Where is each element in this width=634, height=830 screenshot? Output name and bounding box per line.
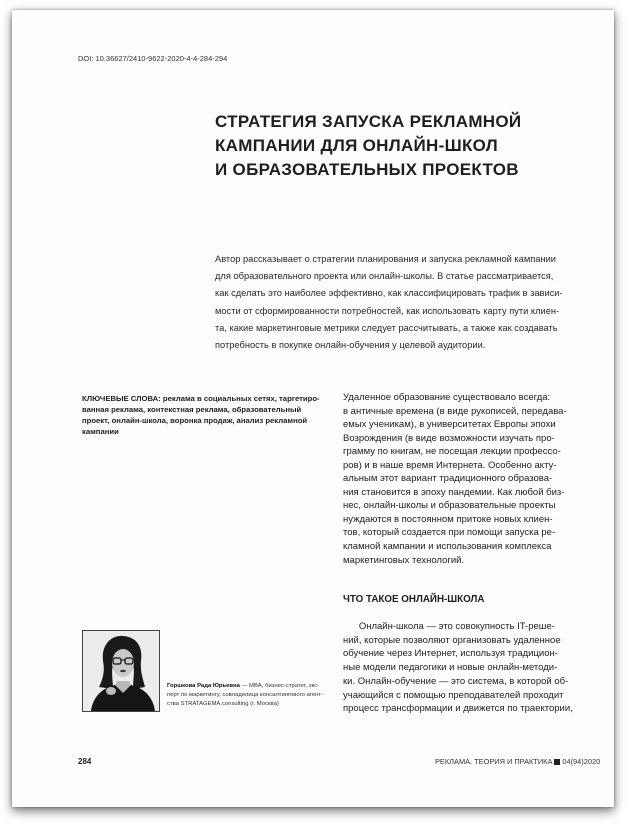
author-bio: ства STRATAGEMA.consulting (г. Москва) xyxy=(167,701,279,707)
author-name: Горшкова Рада Юрьевна xyxy=(167,683,240,689)
intro-paragraph xyxy=(343,391,593,567)
abstract-line: Автор рассказывает о стратегии планирования и запуска рекламной кампании xyxy=(215,254,556,264)
title-line: И ОБРАЗОВАТЕЛЬНЫХ ПРОЕКТОВ xyxy=(215,160,519,179)
body-line: тов, который создается при помощи запуска ре- xyxy=(343,527,556,539)
body-line: ки. Онлайн-обучение — это система, в которой об- xyxy=(343,675,569,687)
abstract-line: та, какие маркетинговые метрики следует рассчитывать, а также как создавать xyxy=(215,322,558,333)
body-line: альным этот вариант традиционного образова- xyxy=(343,473,553,485)
journal-page xyxy=(12,10,614,807)
issue-number: 04(94)2020 xyxy=(562,757,601,766)
body-line: емых ученикам), в университетах Европы эпохи xyxy=(343,419,556,431)
body-line: кламной кампании и использования комплекса xyxy=(343,541,552,553)
page-number: 284 xyxy=(78,757,92,766)
keywords-line: проект, онлайн-школа, воронка продаж, анализ рекламной xyxy=(82,416,308,425)
keywords-line: кампании xyxy=(82,427,119,436)
body-line: ров) и в наше время Интернета. Особенно акту- xyxy=(343,459,557,471)
body-line: нес, онлайн-школы и образовательные проекты xyxy=(343,500,556,512)
square-bullet-icon xyxy=(554,759,560,765)
running-footer xyxy=(435,757,600,766)
body-line: маркетинговых технологий. xyxy=(343,554,465,566)
title-line: КАМПАНИИ ДЛЯ ОНЛАЙН-ШКОЛ xyxy=(215,136,498,155)
keywords xyxy=(82,393,322,437)
body-line: грамму по книгам, не посещая лекции профессо- xyxy=(343,446,561,458)
body-line: Удаленное образование существовало всегда: xyxy=(343,392,551,403)
body-line: ные модели педагогики и новые онлайн-методи- xyxy=(343,662,558,674)
doi: DOI: 10.36627/2410-9622-2020-4-4-284-294 xyxy=(78,54,228,63)
body-line: ния становится в эпоху пандемии. Как любой биз- xyxy=(343,486,565,498)
abstract xyxy=(215,251,583,354)
abstract-line: мости от сформированности потребностей, как использовать карту пути клиен- xyxy=(215,305,560,316)
title-line: СТРАТЕГИЯ ЗАПУСКА РЕКЛАМНОЙ xyxy=(215,112,522,131)
author-bio: — MBA, бизнес-стратег, экс- xyxy=(239,683,320,689)
body-line: обучение через Интернет, используя традицион- xyxy=(343,648,558,660)
keywords-line: ванная реклама, контекстная реклама, образовательный xyxy=(82,405,302,414)
body-line: ний, которые позволяют организовать удаленное xyxy=(343,634,561,646)
body-line: процесс трансформации и движется по траектории, xyxy=(343,703,573,715)
body-line: учающийся с помощью преподавателей проходит xyxy=(343,689,564,701)
article-title xyxy=(215,110,575,182)
author-portrait-image xyxy=(83,631,159,711)
keywords-line: КЛЮЧЕВЫЕ СЛОВА: реклама в социальных сетях, таргетиро- xyxy=(82,394,320,403)
author-photo xyxy=(82,630,160,712)
body-line: нуждаются в постоянном притоке новых клиен- xyxy=(343,513,553,525)
section-heading: ЧТО ТАКОЕ ОНЛАЙН-ШКОЛА xyxy=(343,594,485,605)
body-line: в античные времена (в виде рукописей, передава- xyxy=(343,405,567,417)
body-line: Онлайн-школа — это совокупность IT-реше- xyxy=(343,621,555,632)
body-line: Возрождения (в виде возможности изучать про- xyxy=(343,432,555,444)
abstract-line: потребность в покупке онлайн-обучения у целевой аудитории. xyxy=(215,340,486,351)
author-info xyxy=(167,682,367,709)
journal-name: РЕКЛАМА. ТЕОРИЯ И ПРАКТИКА xyxy=(435,757,553,766)
section-paragraph xyxy=(343,620,593,716)
abstract-line: как сделать это наиболее эффективно, как классифицировать трафик в зависи- xyxy=(215,288,563,299)
author-bio: перт по маркетингу, совладелица консалтингового агент- xyxy=(167,692,324,698)
abstract-line: для образовательного проекта или онлайн-школы. В статье рассматривается, xyxy=(215,271,554,282)
